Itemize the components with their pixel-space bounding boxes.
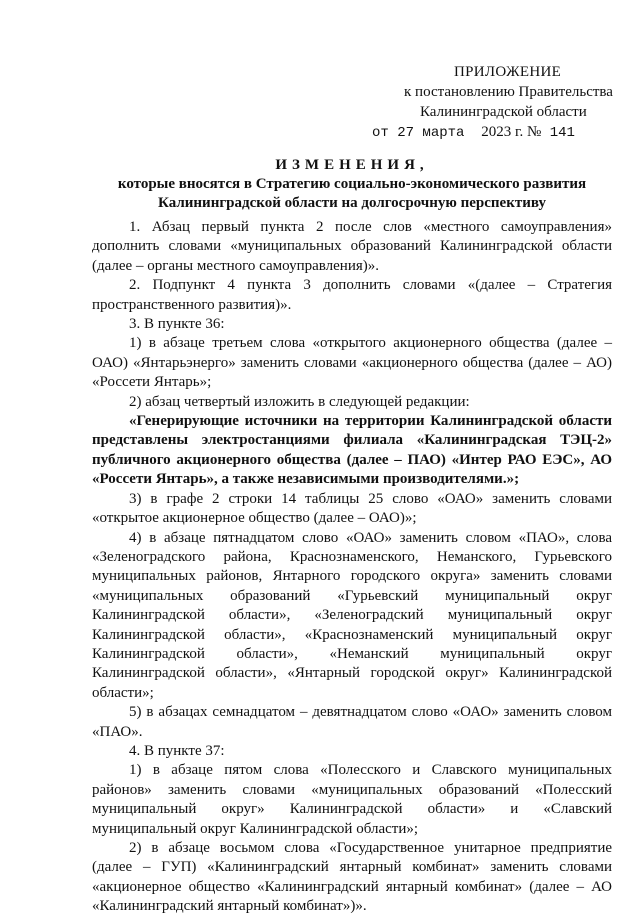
- document-body: [92, 218, 612, 917]
- appendix-line-region: Калининградской области: [420, 104, 587, 120]
- decree-number: 141: [549, 125, 575, 141]
- paragraph: 2) абзац четвертый изложить в следующей редакции:: [129, 393, 470, 410]
- paragraph: 1) в абзаце пятом слова «Полесского и Славского муниципальных районов» заменить словами «муниципальных образований «Полесский муниципальный округ» Калининградской области» и «Славский муниципальный округ Калининградской области»;: [92, 762, 612, 837]
- appendix-line-decree: к постановлению Правительства: [404, 84, 613, 100]
- paragraph: 4) в абзаце пятнадцатом слово «ОАО» заменить словом «ПАО», слова «Зеленоградского района, Краснознаменского, Неманского, Гурьевского муниципальных районов, Янтарного городского округа» заменить словами «муниципальных образований «Гурьевский муниципальный округ Калининградской области», «Зеленоградский муниципальный округ Калининградской области», «Краснознаменский муниципальный округ Калининградской области», «Неманский муниципальный округ Калининградской области», «Янтарный городской округ» Калининградской области»;: [92, 529, 612, 701]
- paragraph-quoted: «Генерирующие источники на территории Калининградской области представлены электростанциями филиала «Калининградская ТЭЦ-2» публичного акционерного общества (далее – ПАО) «Интер РАО ЕЭС», АО «Россети Янтарь», а также независимыми производителями.»;: [92, 413, 612, 488]
- appendix-block: [372, 62, 612, 143]
- document-heading: [92, 156, 612, 213]
- paragraph: 3) в графе 2 строки 14 таблицы 25 слово «ОАО» заменить словами «открытое акционерное общество (далее – ОАО)»;: [92, 490, 612, 527]
- date-prefix: от: [372, 125, 389, 141]
- heading-title: ИЗМЕНЕНИЯ,: [275, 157, 429, 173]
- appendix-title: ПРИЛОЖЕНИЕ: [454, 64, 562, 80]
- paragraph: 3. В пункте 36:: [129, 316, 225, 333]
- paragraph: 4. В пункте 37:: [129, 742, 225, 759]
- heading-subtitle-line-2: Калининградской области на долгосрочную перспективу: [158, 195, 546, 211]
- paragraph: 1. Абзац первый пункта 2 после слов «местного самоуправления» дополнить словами «муниципальных образований Калининградской области (далее – органы местного самоуправления)».: [92, 219, 612, 274]
- appendix-date-line: [372, 122, 612, 143]
- heading-subtitle-line-1: которые вносятся в Стратегию социально-экономического развития: [117, 176, 587, 192]
- paragraph: 1) в абзаце третьем слова «открытого акционерного общества (далее – ОАО) «Янтарьэнерго» заменить словами «акционерного общества (далее – АО) «Россети Янтарь»;: [92, 335, 612, 391]
- paragraph: 2) в абзаце восьмом слова «Государственное унитарное предприятие (далее – ГУП) «Калининградский янтарный комбинат» заменить словами «акционерное общество «Калининградский янтарный комбинат» (далее – АО «Калининградский янтарный комбинат»)».: [92, 840, 612, 915]
- paragraph: 2. Подпункт 4 пункта 3 дополнить словами «(далее – Стратегия пространственного развития)».: [92, 277, 612, 313]
- date-year: 2023 г. №: [481, 124, 542, 140]
- date-value: 27 марта: [397, 125, 465, 141]
- paragraph: 5) в абзацах семнадцатом – девятнадцатом слово «ОАО» заменить словом «ПАО».: [92, 704, 612, 740]
